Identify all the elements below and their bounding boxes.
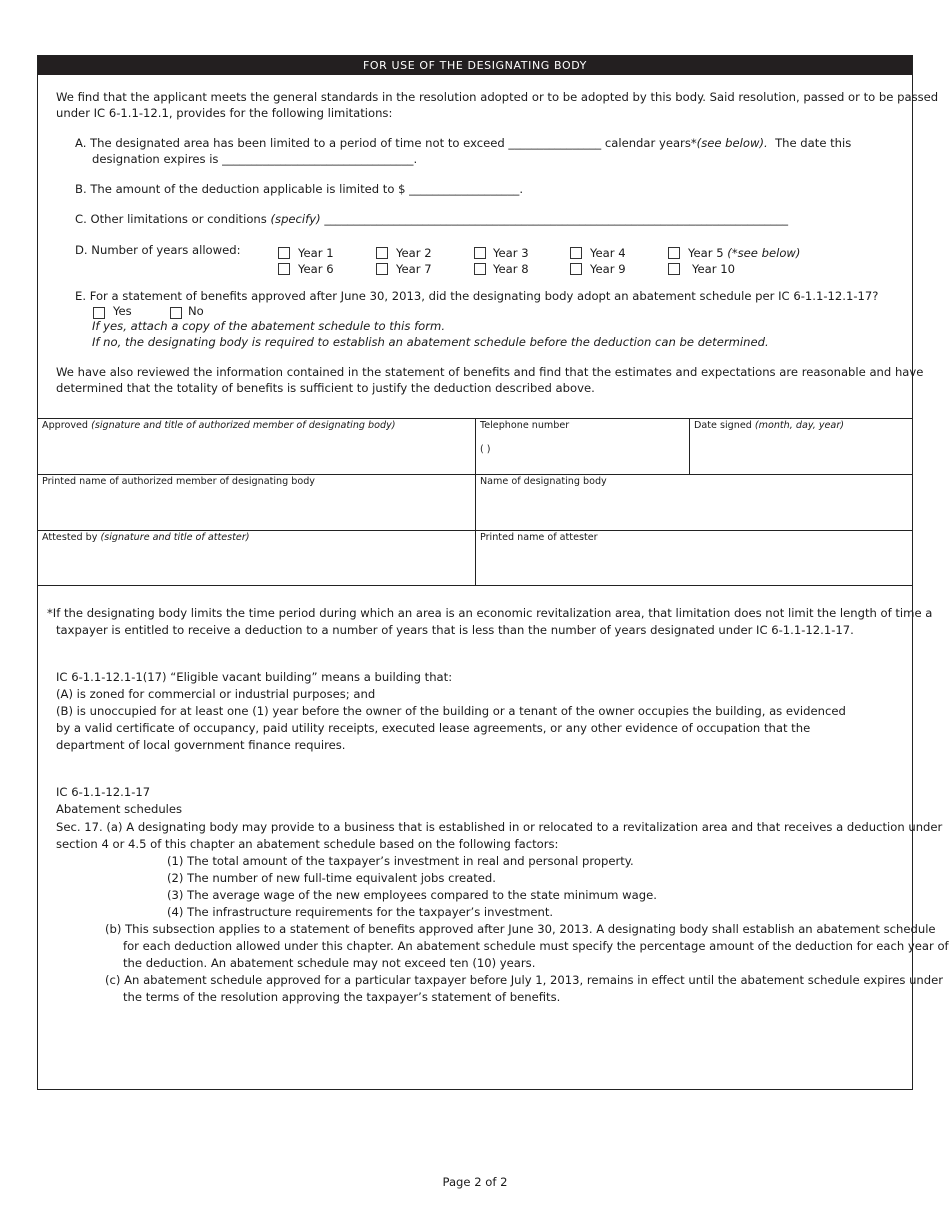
item-c-blank[interactable]: ________________________________________________________________________________ [324,212,789,226]
year-10-checkbox[interactable] [668,263,680,275]
statute-factor: (1) The total amount of the taxpayer’s investment in real and personal property. [167,854,634,868]
date-signed-note: (month, day, year) [754,420,845,431]
date-signed-field[interactable] [690,419,912,474]
statute-b-line: the deduction. An abatement schedule may not exceed ten (10) years. [123,956,536,970]
abatement-yes-label: Yes [113,304,132,318]
statute-sec-line-1: Sec. 17. (a) A designating body may provide to a business that is established in or relocated to a revitalization area and that receives a deduction under [56,820,943,834]
item-e-question: E. For a statement of benefits approved after June 30, 2013, did the designating body adopt an abatement schedule per IC 6-1.1-12.1-17? [75,289,879,303]
intro-line-1: We find that the applicant meets the general standards in the resolution adopted or to be adopted by this body. Said resolution, passed or to be passed [56,90,939,104]
statute-heading: Abatement schedules [56,802,183,816]
designating-body-name-field[interactable] [476,475,912,530]
year-9-label: Year 9 [590,262,626,276]
statute-sec-line-2: section 4 or 4.5 of this chapter an abatement schedule based on the following factors: [56,837,559,851]
statute-factor: (4) The infrastructure requirements for the taxpayer’s investment. [167,905,554,919]
year-5-text: Year 5 [688,246,724,260]
printed-member-name-field[interactable] [38,475,475,530]
intro-line-2: under IC 6-1.1-12.1, provides for the following limitations: [56,106,393,120]
review-line-2: determined that the totality of benefits is sufficient to justify the deduction described above. [56,381,595,395]
item-c-specify: (specify) [270,212,321,226]
definition-line: by a valid certificate of occupancy, paid utility receipts, executed lease agreements, or any other evidence of occupation that the [56,721,811,735]
printed-member-name-label: Printed name of authorized member of designating body [42,476,315,487]
date-signed-text: Date signed [694,420,752,431]
statute-cite: IC 6-1.1-12.1-17 [56,785,151,799]
definition-line: IC 6-1.1-12.1-1(17) “Eligible vacant building” means a building that: [56,670,453,684]
item-a-see-below: (see below). [696,136,768,150]
item-c-label: C. Other limitations or conditions [75,212,267,226]
footnote-line-1: *If the designating body limits the time period during which an area is an economic revitalization area, that limitation does not limit the length of time a [47,606,933,620]
item-d-label: D. Number of years allowed: [75,243,241,257]
year-6-label: Year 6 [298,262,334,276]
year-7-label: Year 7 [396,262,432,276]
year-8-checkbox[interactable] [474,263,486,275]
year-1-checkbox[interactable] [278,247,290,259]
designating-body-name-label: Name of designating body [480,476,607,487]
year-10-label: Year 10 [692,262,735,276]
statute-b-line: for each deduction allowed under this chapter. An abatement schedule must specify the percentage amount of the deduction for each year of [123,939,949,953]
footnote-line-2: taxpayer is entitled to receive a deduction to a number of years that is less than the number of years designated under IC 6-1.1-12.1-17. [56,623,854,637]
telephone-value: ( ) [480,444,491,455]
section-header: FOR USE OF THE DESIGNATING BODY [38,56,912,75]
attested-by-text: Attested by [42,532,98,543]
item-a-line-1 [75,135,851,151]
year-4-label: Year 4 [590,246,626,260]
year-7-checkbox[interactable] [376,263,388,275]
item-a-line-2[interactable]: designation expires is _________________________________. [92,152,418,166]
definition-line: department of local government finance requires. [56,738,346,752]
item-a-text: A. The designated area has been limited to a period of time not to exceed ________________ calendar years* [75,136,697,150]
year-1-label: Year 1 [298,246,334,260]
year-5-checkbox[interactable] [668,247,680,259]
statute-factor: (2) The number of new full-time equivalent jobs created. [167,871,496,885]
item-a-date-label: The date this [775,136,852,150]
year-5-label [688,245,800,261]
attested-by-note: (signature and title of attester) [100,532,250,543]
telephone-label: Telephone number [480,420,570,431]
approved-label [42,420,396,432]
definition-line: (A) is zoned for commercial or industrial purposes; and [56,687,376,701]
statute-c-line: (c) An abatement schedule approved for a particular taxpayer before July 1, 2013, remains in effect until the abatement schedule expires under [105,973,944,987]
telephone-field[interactable] [476,419,689,474]
definition-line: (B) is unoccupied for at least one (1) year before the owner of the building or a tenant of the owner occupies the building, as evidenced [56,704,846,718]
footnote-text-1: If the designating body limits the time period during which an area is an economic revitalization area, that limitation does not limit the length of time a [52,606,933,620]
attested-by-field[interactable] [38,531,475,585]
year-3-checkbox[interactable] [474,247,486,259]
item-b-deduction-limit[interactable]: B. The amount of the deduction applicable is limited to $ ___________________. [75,182,524,196]
approved-signature-field[interactable] [38,419,475,474]
approved-note: (signature and title of authorized member of designating body) [91,420,396,431]
page-number: Page 2 of 2 [442,1175,508,1189]
item-e-if-no: If no, the designating body is required to establish an abatement schedule before the deduction can be determined. [92,335,769,349]
year-3-label: Year 3 [493,246,529,260]
statute-factor: (3) The average wage of the new employees compared to the state minimum wage. [167,888,657,902]
year-6-checkbox[interactable] [278,263,290,275]
year-5-note: (*see below) [727,246,801,260]
abatement-no-label: No [188,304,204,318]
attester-name-field[interactable] [476,531,912,585]
year-9-checkbox[interactable] [570,263,582,275]
year-4-checkbox[interactable] [570,247,582,259]
statute-c-line: the terms of the resolution approving the taxpayer’s statement of benefits. [123,990,561,1004]
grid-line [38,585,912,586]
year-2-checkbox[interactable] [376,247,388,259]
date-signed-label [694,420,844,432]
statute-b-line: (b) This subsection applies to a statement of benefits approved after June 30, 2013. A designating body shall establish an abatement schedule [105,922,936,936]
review-line-1: We have also reviewed the information contained in the statement of benefits and find that the estimates and expectations are reasonable and have [56,365,924,379]
item-e-if-yes: If yes, attach a copy of the abatement schedule to this form. [92,319,446,333]
attested-by-label [42,532,250,544]
item-c-other-limitations [75,211,788,227]
year-8-label: Year 8 [493,262,529,276]
year-2-label: Year 2 [396,246,432,260]
attester-name-label: Printed name of attester [480,532,598,543]
approved-text: Approved [42,420,89,431]
